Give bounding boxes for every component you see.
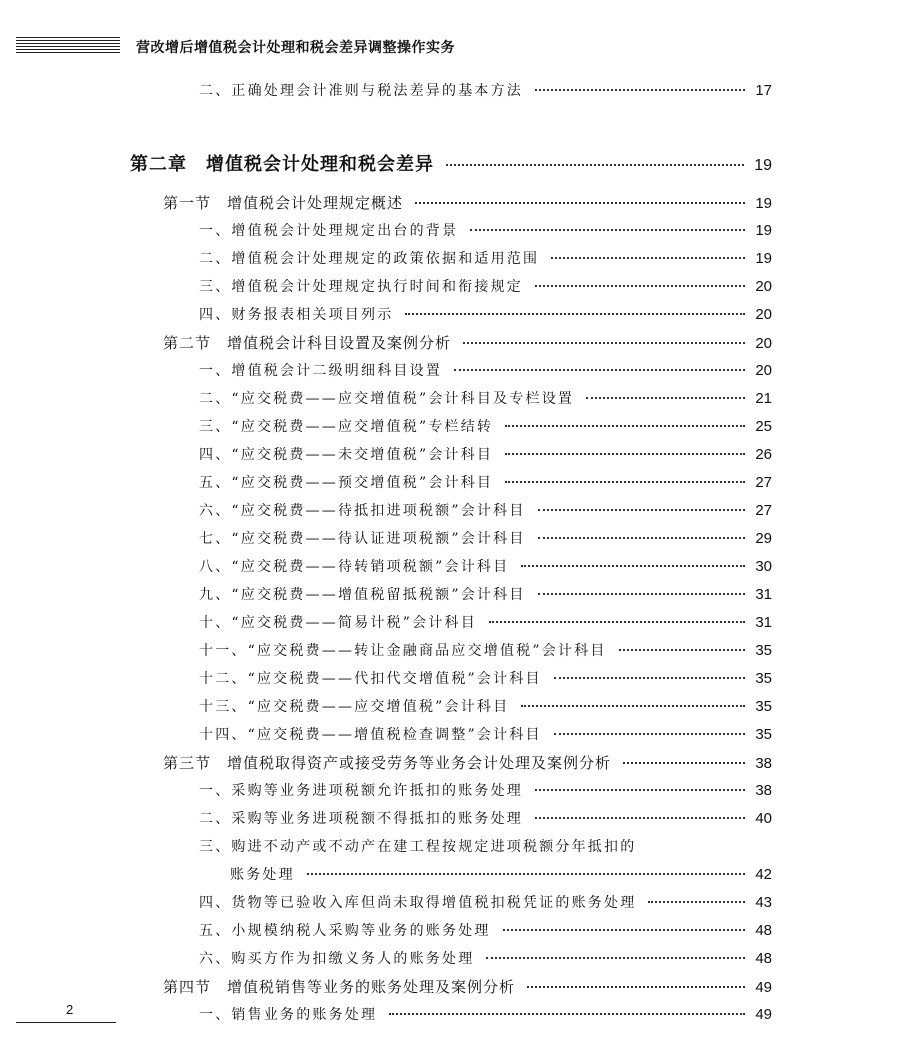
dot-leader	[554, 677, 746, 679]
dot-leader	[648, 901, 745, 903]
toc-entry-title: 四、财务报表相关项目列示	[199, 307, 394, 323]
toc-page-number: 19	[755, 195, 772, 212]
toc-entry-title: 四、货物等已验收入库但尚未取得增值税扣税凭证的账务处理	[199, 895, 637, 911]
dot-leader	[505, 481, 745, 483]
dot-leader	[503, 929, 746, 931]
toc-entry-title: 二、“应交税费——应交增值税”会计科目及专栏设置	[199, 391, 575, 407]
toc-entry-title: 五、小规模纳税人采购等业务的账务处理	[199, 923, 491, 939]
toc-entry-title: 二、增值税会计处理规定的政策依据和适用范围	[199, 251, 540, 267]
toc-entry	[199, 668, 772, 688]
toc-page-number: 21	[755, 390, 772, 407]
toc-page-number: 31	[755, 586, 772, 603]
toc-entry-title: 一、增值税会计二级明细科目设置	[199, 363, 442, 379]
toc-entry-title: 三、增值税会计处理规定执行时间和衔接规定	[199, 279, 523, 295]
toc-page-number: 27	[755, 474, 772, 491]
toc-entry-title: 第二节 增值税会计科目设置及案例分析	[163, 334, 452, 352]
dot-leader	[307, 873, 746, 875]
toc-entry-title: 七、“应交税费——待认证进项税额”会计科目	[199, 531, 526, 547]
dot-leader	[527, 986, 745, 988]
toc-page-number: 20	[755, 335, 772, 352]
dot-leader	[551, 257, 745, 259]
toc-entry	[199, 80, 772, 100]
toc-entry	[199, 416, 772, 436]
toc-section	[163, 976, 772, 997]
toc-entry	[199, 640, 772, 660]
toc-entry-title: 一、采购等业务进项税额允许抵扣的账务处理	[199, 783, 523, 799]
toc-entry	[199, 500, 772, 520]
toc-entry-title: 十、“应交税费——简易计税”会计科目	[199, 615, 477, 631]
dot-leader	[535, 789, 745, 791]
toc-entry	[199, 304, 772, 324]
dot-leader	[463, 342, 745, 344]
toc-entry-title: 二、正确处理会计准则与税法差异的基本方法	[199, 83, 523, 99]
toc-entry-title: 六、“应交税费——待抵扣进项税额”会计科目	[199, 503, 526, 519]
toc-section	[163, 332, 772, 353]
toc-entry	[199, 444, 772, 464]
toc-page-number: 20	[755, 362, 772, 379]
toc-page-number: 17	[755, 82, 772, 99]
toc-chapter	[130, 150, 772, 176]
dot-leader	[538, 593, 746, 595]
toc-entry	[199, 528, 772, 548]
toc-page-number: 31	[755, 614, 772, 631]
dot-leader	[505, 453, 745, 455]
dot-leader	[446, 164, 744, 166]
toc-entry-title: 十二、“应交税费——代扣代交增值税”会计科目	[199, 671, 542, 687]
toc-page-number: 20	[755, 278, 772, 295]
toc-entry	[199, 248, 772, 268]
dot-leader	[623, 762, 745, 764]
dot-leader	[586, 397, 745, 399]
toc-entry	[199, 388, 772, 408]
toc-entry	[199, 892, 772, 912]
toc-page-number: 40	[755, 810, 772, 827]
toc-entry	[199, 780, 772, 800]
toc-page-number: 48	[755, 950, 772, 967]
dot-leader	[470, 229, 745, 231]
toc-entry-title: 四、“应交税费——未交增值税”会计科目	[199, 447, 494, 463]
toc-entry	[199, 276, 772, 296]
page-number: 2	[66, 1002, 74, 1017]
toc-entry-title: 二、采购等业务进项税额不得抵扣的账务处理	[199, 811, 523, 827]
toc-entry	[230, 864, 772, 884]
toc-page-number: 19	[754, 157, 772, 174]
toc-entry-title: 一、增值税会计处理规定出台的背景	[199, 223, 459, 239]
toc-entry-title: 十一、“应交税费——转让金融商品应交增值税”会计科目	[199, 643, 607, 659]
dot-leader	[535, 817, 745, 819]
dot-leader	[389, 1013, 745, 1015]
toc-entry-title: 十四、“应交税费——增值税检查调整”会计科目	[199, 727, 542, 743]
dot-leader	[521, 705, 745, 707]
toc-entry-title: 八、“应交税费——待转销项税额”会计科目	[199, 559, 510, 575]
toc-entry	[199, 920, 772, 940]
toc-entry-title: 一、销售业务的账务处理	[199, 1007, 378, 1023]
toc-entry-title: 六、购买方作为扣缴义务人的账务处理	[199, 951, 475, 967]
dot-leader	[619, 649, 746, 651]
toc-entry-title: 第二章 增值税会计处理和税会差异	[130, 154, 434, 175]
dot-leader	[535, 285, 745, 287]
dot-leader	[454, 369, 745, 371]
toc-entry-title: 九、“应交税费——增值税留抵税额”会计科目	[199, 587, 526, 603]
toc-page-number: 48	[755, 922, 772, 939]
toc-page-number: 30	[755, 558, 772, 575]
toc-entry-title: 十三、“应交税费——应交增值税”会计科目	[199, 699, 510, 715]
toc-entry-title: 第四节 增值税销售等业务的账务处理及案例分析	[163, 978, 516, 996]
toc-entry	[199, 808, 772, 828]
toc-page-number: 29	[755, 530, 772, 547]
toc-page-number: 25	[755, 418, 772, 435]
toc-page-number: 35	[755, 726, 772, 743]
dot-leader	[489, 621, 745, 623]
toc-entry	[199, 948, 772, 968]
toc-entry-title: 账务处理	[230, 867, 295, 883]
toc-section	[163, 192, 772, 213]
toc-page-number: 27	[755, 502, 772, 519]
toc-entry	[199, 360, 772, 380]
footer-rule	[16, 1022, 116, 1023]
toc-page-number: 19	[755, 250, 772, 267]
dot-leader	[538, 509, 746, 511]
toc-entry	[199, 556, 772, 576]
dot-leader	[535, 89, 745, 91]
toc-entry-title: 三、“应交税费——应交增值税”专栏结转	[199, 419, 494, 435]
toc-page-number: 42	[755, 866, 772, 883]
toc-entry	[199, 612, 772, 632]
toc-entry	[199, 696, 772, 716]
dot-leader	[415, 202, 745, 204]
toc-section	[163, 752, 772, 773]
toc-page-number: 49	[755, 1006, 772, 1023]
toc-entry-title: 三、购进不动产或不动产在建工程按规定进项税额分年抵扣的	[199, 839, 637, 855]
dot-leader	[486, 957, 745, 959]
toc-page-number: 19	[755, 222, 772, 239]
toc-entry	[199, 472, 772, 492]
toc-entry-title: 五、“应交税费——预交增值税”会计科目	[199, 475, 494, 491]
toc-entry-title: 第三节 增值税取得资产或接受劳务等业务会计处理及案例分析	[163, 754, 612, 772]
toc-entry	[199, 1004, 772, 1024]
toc-entry	[199, 584, 772, 604]
dot-leader	[505, 425, 745, 427]
dot-leader	[554, 733, 746, 735]
toc-page-number: 35	[755, 670, 772, 687]
toc-page-number: 35	[755, 642, 772, 659]
toc-entry-title: 第一节 增值税会计处理规定概述	[163, 194, 404, 212]
toc-page-number: 43	[755, 894, 772, 911]
toc-entry	[199, 220, 772, 240]
dot-leader	[538, 537, 746, 539]
toc-page-number: 26	[755, 446, 772, 463]
dot-leader	[405, 313, 745, 315]
toc-entry	[199, 724, 772, 744]
toc-page-number: 38	[755, 755, 772, 772]
dot-leader	[521, 565, 745, 567]
toc-page-number: 49	[755, 979, 772, 996]
toc-page-number: 35	[755, 698, 772, 715]
toc-page-number: 38	[755, 782, 772, 799]
running-header: 营改增后增值税会计处理和税会差异调整操作实务	[136, 40, 455, 56]
toc-page-number: 20	[755, 306, 772, 323]
